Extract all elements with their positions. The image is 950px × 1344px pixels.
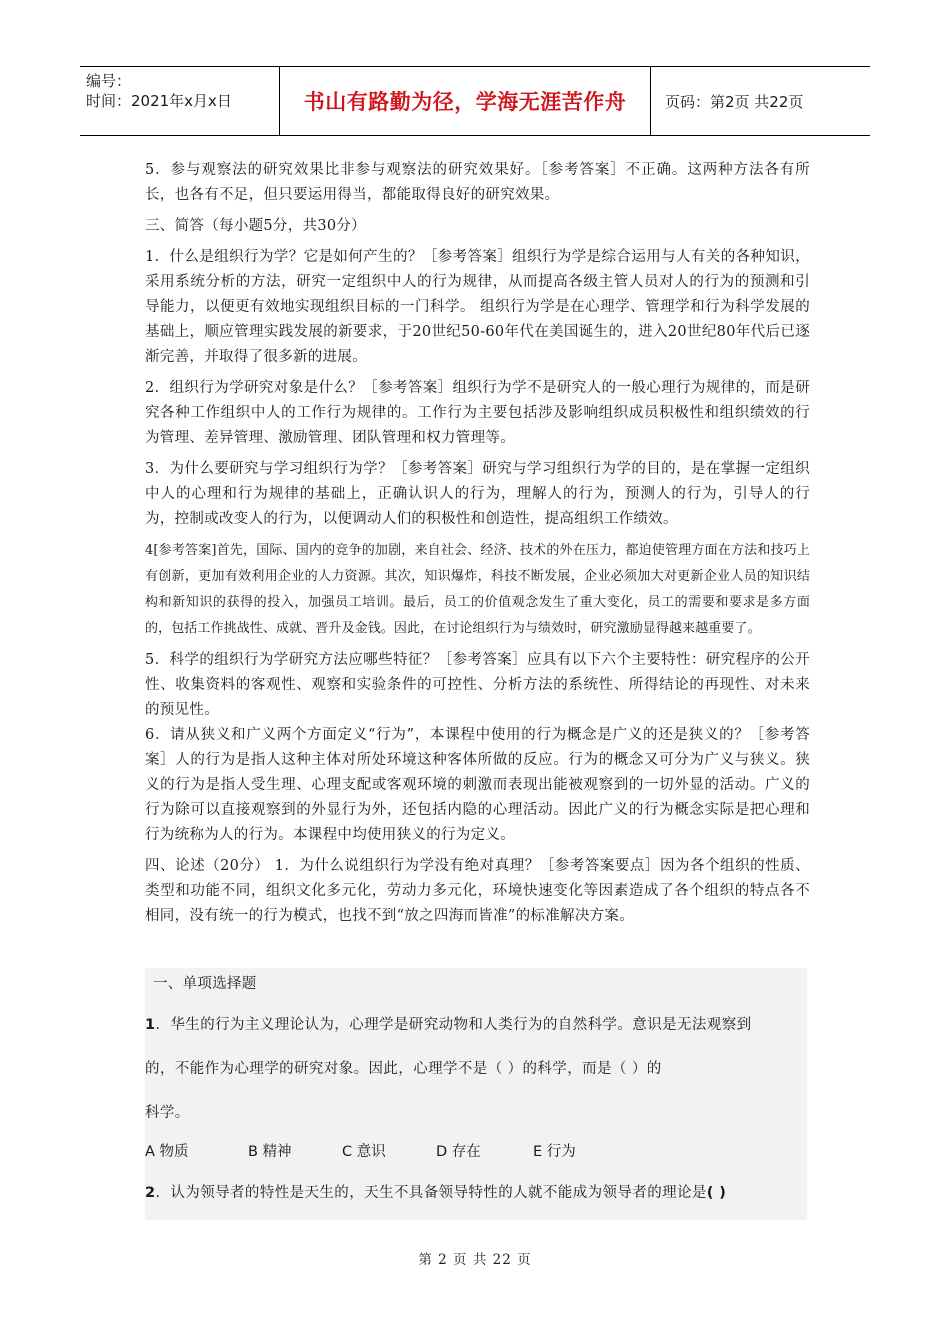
paragraph-observation-answer: 5．参与观察法的研究效果比非参与观察法的研究效果好。［参考答案］不正确。这两种方法各有所长，也各有不足，但只要运用得当，都能取得良好的研究效果。 bbox=[145, 162, 810, 203]
paragraph-q3-purpose: 3．为什么要研究与学习组织行为学？［参考答案］研究与学习组织行为学的目的，是在掌握一定组织中人的心理和行为规律的基础上，正确认识人的行为，理解人的行为，预测人的行为，引导人的行为，控制或改变人的行为，以便调动人们的积极性和创造性，提高组织工作绩效。 bbox=[145, 461, 810, 527]
answer-blank: ( ) bbox=[706, 1185, 727, 1201]
quiz-section bbox=[145, 968, 807, 1220]
quiz-question-1-line-1 bbox=[145, 1013, 752, 1034]
quiz-question-1-line-2: 的，不能作为心理学的研究对象。因此，心理学不是（ ）的科学，而是（ ）的 bbox=[145, 1061, 662, 1077]
option-b: B 精神 bbox=[248, 1144, 292, 1160]
quiz-section-title: 一、单项选择题 bbox=[153, 976, 257, 992]
paragraph-q5-methods: 5．科学的组织行为学研究方法应哪些特征？［参考答案］应具有以下六个主要特性：研究程序的公开性、收集资料的客观性、观察和实验条件的可控性、分析方法的系统性、所得结论的再现性、对未来的预见性。 bbox=[145, 652, 810, 718]
page-header bbox=[80, 66, 870, 136]
paragraph-q2-object: 2．组织行为学研究对象是什么？［参考答案］组织行为学不是研究人的一般心理行为规律的，而是研究各种工作组织中人的工作行为规律的。工作行为主要包括涉及影响组织成员积极性和组织绩效的行为管理、差异管理、激励管理、团队管理和权力管理等。 bbox=[145, 380, 810, 446]
header-number-label: 编号： bbox=[86, 72, 132, 90]
option-d: D 存在 bbox=[436, 1144, 481, 1160]
header-motto: 书山有路勤为径，学海无涯苦作舟 bbox=[280, 67, 651, 135]
question-number: 2 bbox=[145, 1185, 156, 1201]
option-a: A 物质 bbox=[145, 1144, 189, 1160]
quiz-question-1-options bbox=[145, 1140, 576, 1161]
paragraph-q6-behavior: 6．请从狭义和广义两个方面定义“行为”，本课程中使用的行为概念是广义的还是狭义的？［参考答案］人的行为是指人这种主体对所处环境这种客体所做的反应。行为的概念又可分为广义与狭义。狭义的行为是指人受生理、心理支配或客观环境的刺激而表现出能被观察到的一切外显的活动。广义的行为除可以直接观察到的外显行为外，还包括内隐的心理活动。因此广义的行为概念实际是把心理和行为统称为人的行为。本课程中均使用狭义的行为定义。 bbox=[145, 727, 810, 843]
paragraph-q4-answer: 4[参考答案]首先，国际、国内的竞争的加剧，来自社会、经济、技术的外在压力，都迫使管理方面在方法和技巧上有创新，更加有效利用企业的人力资源。其次，知识爆炸，科技不断发展，企业必须加大对更新企业人员的知识结构和新知识的获得的投入，加强员工培训。最后，员工的价值观念发生了重大变化，员工的需要和要求是多方面的，包括工作挑战性、成就、晋升及金钱。因此，在讨论组织行为与绩效时，研究激励显得越来越重要了。 bbox=[145, 543, 810, 636]
header-page-info: 页码：第2页 共22页 bbox=[665, 92, 804, 111]
question-text: ．华生的行为主义理论认为，心理学是研究动物和人类行为的自然科学。意识是无法观察到 bbox=[155, 1017, 752, 1033]
question-text: ．认为领导者的特性是天生的，天生不具备领导特性的人就不能成为领导者的理论是 bbox=[155, 1185, 707, 1201]
page-footer: 第 2 页 共 22 页 bbox=[418, 1252, 532, 1268]
question-number: 1 bbox=[145, 1017, 156, 1033]
option-c: C 意识 bbox=[342, 1144, 386, 1160]
section-short-answer-title: 三、简答（每小题5分，共30分） bbox=[145, 218, 366, 234]
header-date-label: 时间：2021年x月x日 bbox=[86, 92, 232, 110]
body-content bbox=[145, 158, 810, 935]
paragraph-q1-definition: 1．什么是组织行为学？它是如何产生的？［参考答案］组织行为学是综合运用与人有关的各种知识，采用系统分析的方法，研究一定组织中人的行为规律，从而提高各级主管人员对人的行为的预测和引导能力，以便更有效地实现组织目标的一门科学。 组织行为学是在心理学、管理学和行为科学发展的基础上，顺应管理实践发展的新要求，于20世纪50-60年代在美国诞生的，进入20世纪80年代后已逐渐完善，并取得了很多新的进展。 bbox=[145, 249, 810, 365]
paragraph-essay-section: 四、论述（20分） 1．为什么说组织行为学没有绝对真理？［参考答案要点］因为各个组织的性质、类型和功能不同，组织文化多元化，劳动力多元化，环境快速变化等因素造成了各个组织的特点各不相同，没有统一的行为模式，也找不到“放之四海而皆准”的标准解决方案。 bbox=[145, 858, 810, 924]
option-e: E 行为 bbox=[533, 1144, 576, 1160]
quiz-question-1-line-3: 科学。 bbox=[145, 1105, 190, 1121]
quiz-question-2 bbox=[145, 1181, 726, 1202]
header-meta bbox=[80, 67, 280, 135]
